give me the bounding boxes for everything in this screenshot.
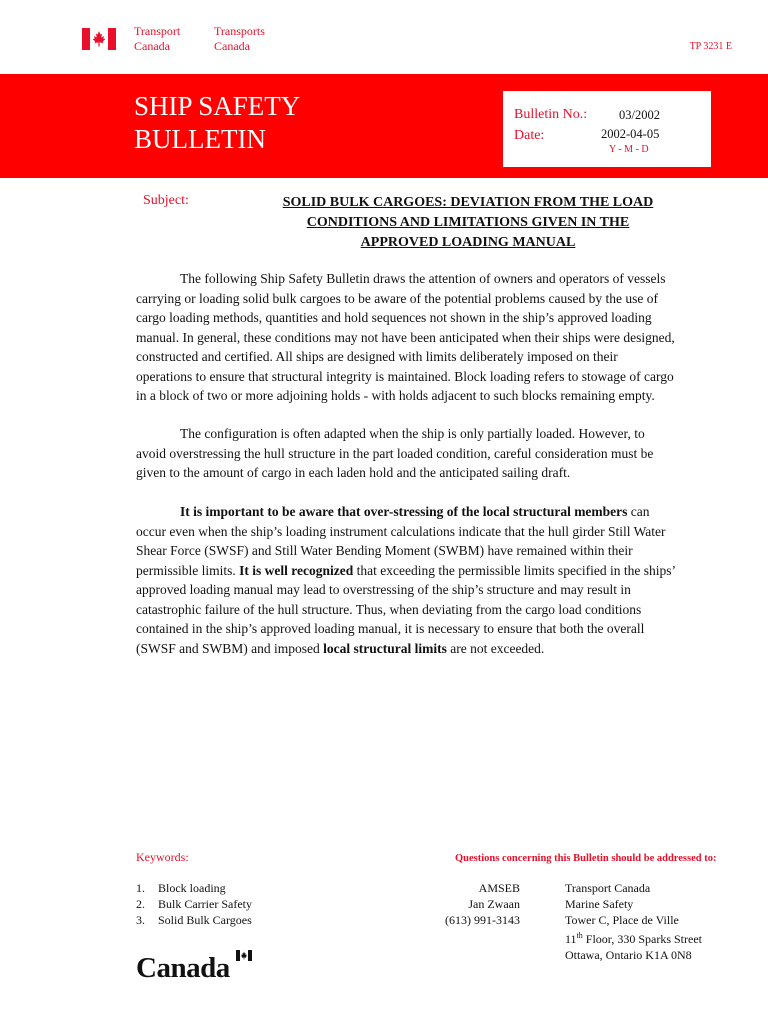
keyword-text: Solid Bulk Cargoes xyxy=(158,913,252,927)
paragraph-3-text-a: can occur even when the ship’s loading instrument calculations indicate that the hull girder Still Water Shear Force (SWSF) and Still Water Bending Moment (SWBM) have remained within their permissible limits. xyxy=(136,504,666,578)
paragraph-1 xyxy=(136,269,676,406)
paragraph-3-text-c: are not exceeded. xyxy=(446,640,545,656)
keyword-number: 3. xyxy=(136,913,145,927)
emphasis-recognized: It is well recognized xyxy=(239,562,354,578)
contact-phone: (613) 991-3143 xyxy=(445,913,520,927)
keyword-item xyxy=(136,896,252,912)
dept-en-line1: Transport xyxy=(134,24,181,38)
document-code: TP 3231 E xyxy=(689,41,732,52)
subject-line2: CONDITIONS AND LIMITATIONS GIVEN IN THE xyxy=(306,215,630,230)
contact-person xyxy=(420,880,520,928)
department-name-french xyxy=(214,24,265,54)
keywords-list xyxy=(136,880,252,928)
bulletin-no-value: 03/2002 xyxy=(619,108,660,122)
contact-org: AMSEB xyxy=(478,881,520,895)
dept-fr-line2: Canada xyxy=(214,39,250,53)
keywords-label: Keywords: xyxy=(136,850,189,864)
keyword-item xyxy=(136,912,252,928)
address-street: Floor, 330 Sparks Street xyxy=(582,932,702,946)
wordmark-text: Canada xyxy=(136,952,230,984)
date-value: 2002-04-05 xyxy=(601,127,660,141)
address-line-1: Transport Canada xyxy=(565,881,651,895)
address-floor-number: 11 xyxy=(565,932,577,946)
keyword-number: 1. xyxy=(136,881,145,895)
title-line2: BULLETIN xyxy=(134,124,266,154)
canada-wordmark-logo xyxy=(136,952,230,985)
bulletin-info-box xyxy=(503,91,711,167)
address-line-2: Marine Safety xyxy=(565,897,634,911)
address-floor-suffix: th xyxy=(576,931,583,940)
keyword-item xyxy=(136,880,252,896)
subject-title xyxy=(258,193,678,253)
mailing-address xyxy=(565,880,702,963)
date-format: Y - M - D xyxy=(609,144,649,155)
subject-line1: SOLID BULK CARGOES: DEVIATION FROM THE LOAD xyxy=(282,195,654,210)
date-label: Date: xyxy=(514,128,545,143)
subject-line3: APPROVED LOADING MANUAL xyxy=(360,235,576,250)
paragraph-1-text: The following Ship Safety Bulletin draws the attention of owners and operators of vessels carrying or loading solid bulk cargoes to be aware of the potential problems caused by the use of cargo loading methods, quantities and hold sequences not shown in the ship’s approved loading manual. In general, these conditions may not have been anticipated when their ships were designed, constructed and certified. All ships are designed with limits deliberately imposed on their operations to ensure that structural integrity is maintained. Block loading refers to stowage of cargo in a block of two or more adjoining holds - with holds adjacent to such blocks remaining empty. xyxy=(136,271,675,403)
paragraph-2-text: The configuration is often adapted when the ship is only partially loaded. However, to avoid overstressing the hull structure in the part loaded condition, careful consideration must be given to the amount of cargo in each laden hold and the anticipated sailing draft. xyxy=(136,426,654,480)
keyword-text: Bulk Carrier Safety xyxy=(158,897,252,911)
questions-label: Questions concerning this Bulletin should be addressed to: xyxy=(455,853,717,864)
emphasis-important: It is important to be aware that over-stressing of the local structural members xyxy=(180,504,628,519)
department-name-english xyxy=(134,24,180,54)
address-line-5: Ottawa, Ontario K1A 0N8 xyxy=(565,948,692,962)
canada-flag-icon xyxy=(82,28,116,50)
keyword-text: Block loading xyxy=(158,881,226,895)
bulletin-no-label: Bulletin No.: xyxy=(514,107,588,122)
wordmark-flag-icon xyxy=(236,950,252,961)
dept-fr-line1: Transports xyxy=(214,24,265,38)
contact-name: Jan Zwaan xyxy=(468,897,520,911)
paragraph-2 xyxy=(136,424,676,483)
keyword-number: 2. xyxy=(136,897,145,911)
dept-en-line2: Canada xyxy=(134,39,170,53)
title-line1: SHIP SAFETY xyxy=(134,91,301,121)
address-line-4 xyxy=(565,928,702,947)
paragraph-3 xyxy=(136,502,676,658)
address-line-3: Tower C, Place de Ville xyxy=(565,913,679,927)
bulletin-title xyxy=(134,90,300,156)
emphasis-local-limits: local structural limits xyxy=(323,640,447,656)
paragraph-3-text-b: that exceeding the permissible limits specified in the ships’ approved loading manual may lead to overstressing of the ship’s structure and may result in catastrophic failure of the hull structure. Thus, when deviating from the cargo load conditions contained in the ship’s approved loading manual, it is necessary to ensure that both the overall (SWSF and SWBM) and imposed xyxy=(136,562,676,656)
subject-label: Subject: xyxy=(143,193,189,208)
